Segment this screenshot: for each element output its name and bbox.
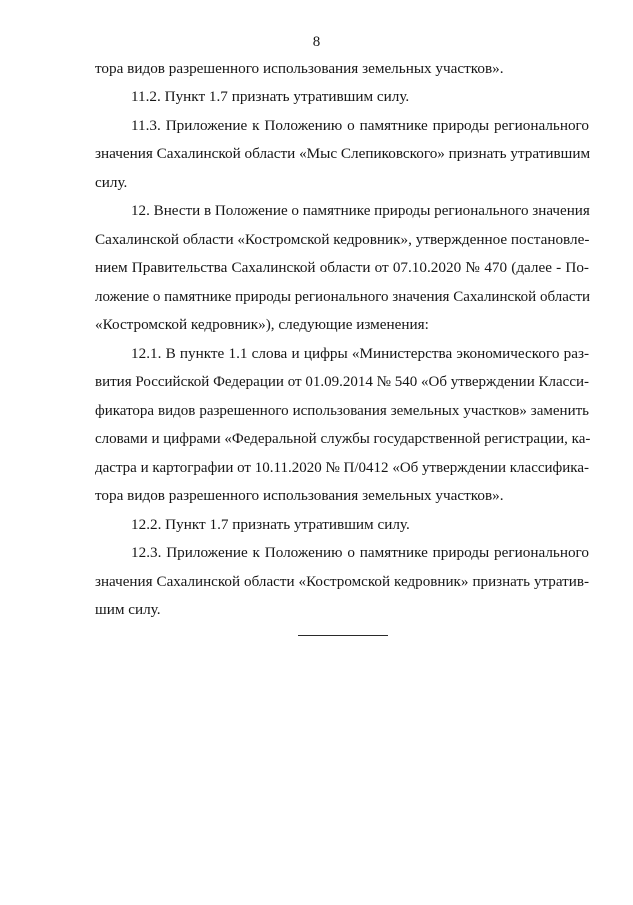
text-line: тора видов разрешенного использования земельных участков». <box>95 60 504 77</box>
text-line: тора видов разрешенного использования земельных участков». <box>95 487 504 504</box>
end-separator-line <box>298 635 388 636</box>
text-line: вития Российской Федерации от 01.09.2014 № 540 «Об утверждении Класси- <box>95 374 589 390</box>
text-line: 11.3. Приложение к Положению о памятнике природы регионального <box>131 117 589 134</box>
text-line: нием Правительства Сахалинской области от 07.10.2020 № 470 (далее - По- <box>95 259 589 276</box>
text-line: Сахалинской области «Костромской кедровник», утвержденное постановле- <box>95 231 590 248</box>
page-number: 8 <box>312 34 321 50</box>
text-line: значения Сахалинской области «Мыс Слепиковского» признать утратившим <box>95 145 591 162</box>
text-line: 11.2. Пункт 1.7 признать утратившим силу. <box>131 88 410 105</box>
text-line: значения Сахалинской области «Костромской кедровник» признать утратив- <box>95 574 589 590</box>
text-line: 12.1. В пункте 1.1 слова и цифры «Министерства экономического раз- <box>131 345 589 362</box>
text-line: фикатора видов разрешенного использования земельных участков» заменить <box>95 403 589 419</box>
text-line: 12.2. Пункт 1.7 признать утратившим силу. <box>131 516 410 533</box>
text-line: «Костромской кедровник»), следующие изменения: <box>95 316 429 333</box>
text-line: ложение о памятнике природы регионального значения Сахалинской области <box>95 289 591 305</box>
text-line: дастра и картографии от 10.11.2020 № П/0412 «Об утверждении классифика- <box>95 460 589 476</box>
text-line: шим силу. <box>95 601 161 618</box>
text-line: силу. <box>95 174 128 191</box>
text-line: 12.3. Приложение к Положению о памятнике природы регионального <box>131 544 589 561</box>
text-line: 12. Внести в Положение о памятнике природы регионального значения <box>131 203 590 219</box>
text-line: словами и цифрами «Федеральной службы государственной регистрации, ка- <box>95 431 591 447</box>
